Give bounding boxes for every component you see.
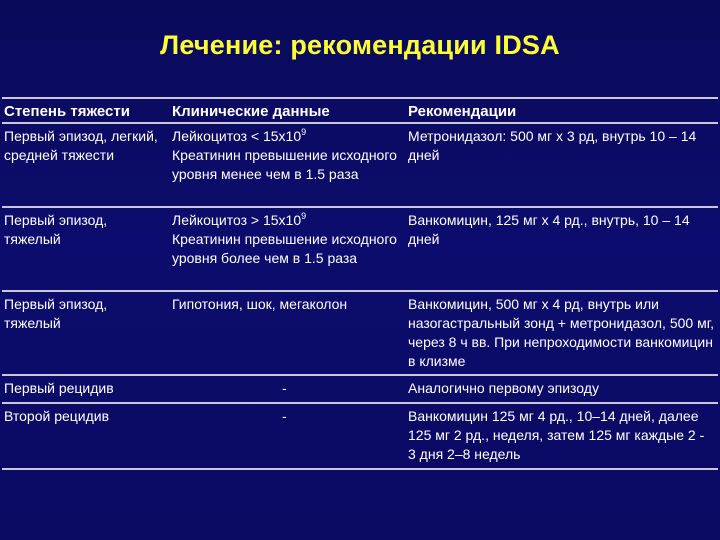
clinical-cell: Гипотония, шок, мегаколон [172,296,348,312]
severity-cell: Второй рецидив [4,408,110,424]
recommendations-table [2,97,718,470]
severity-cell: Первый эпизод, тяжелый [4,296,108,331]
table-row [2,292,718,376]
slide-title: Лечение: рекомендации IDSA [160,30,560,60]
table-row [2,376,718,404]
clinical-cell: - [282,408,287,424]
clinical-cell: - [282,380,287,396]
clinical-exponent: 9 [301,211,307,221]
severity-cell: Первый эпизод, легкий, средней тяжести [4,128,158,163]
severity-cell: Первый эпизод, тяжелый [4,212,108,247]
recommendation-cell: Ванкомицин 125 мг 4 рд., 10–14 дней, далее 125 мг 2 рд., неделя, затем 125 мг каждые 2 - 3 дня 2–8 недель [408,408,705,462]
recommendation-cell: Метронидазол: 500 мг х 3 рд, внутрь 10 – 14 дней [408,128,697,163]
clinical-leukocytosis: Лейкоцитоз > 15х10 [172,212,302,228]
table-header-row [2,97,718,124]
table-row [2,208,718,292]
clinical-creatinine: Креатинин превышение исходного уровня более чем в 1.5 раза [172,231,397,266]
clinical-cell [172,127,400,184]
table-row [2,124,718,208]
clinical-cell [172,211,400,268]
recommendation-cell: Аналогично первому эпизоду [408,380,599,396]
clinical-exponent: 9 [301,127,307,137]
clinical-leukocytosis: Лейкоцитоз < 15х10 [172,128,302,144]
header-recommendations: Рекомендации [408,103,517,120]
recommendation-cell: Ванкомицин, 500 мг х 4 рд, внутрь или назогастральный зонд + метронидазол, 500 мг, через 8 ч вв. При непроходимости ванкомицин в клизме [408,296,714,369]
header-clinical: Клинические данные [172,103,330,120]
recommendation-cell: Ванкомицин, 125 мг х 4 рд., внутрь, 10 – 14 дней [408,212,690,247]
clinical-creatinine: Креатинин превышение исходного уровня менее чем в 1.5 раза [172,147,397,182]
header-severity: Степень тяжести [4,103,130,120]
severity-cell: Первый рецидив [4,380,114,396]
table-row [2,404,718,470]
